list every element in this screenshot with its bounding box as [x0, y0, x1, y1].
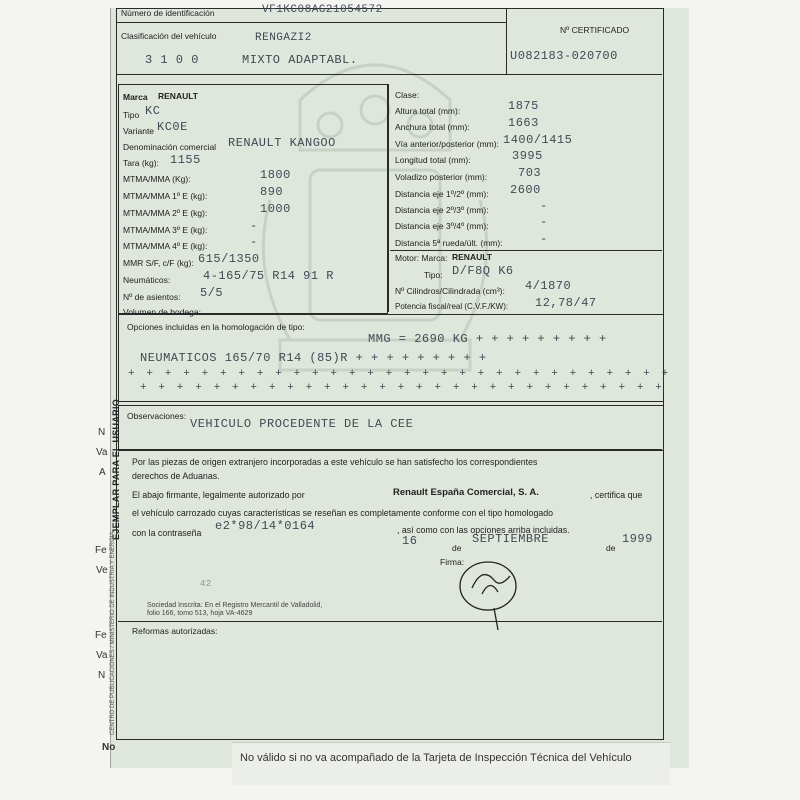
field-value: 3995 — [512, 149, 543, 163]
field-label: Marca — [123, 92, 148, 102]
field-value: 703 — [518, 166, 542, 180]
field-value: 4/1870 — [525, 279, 572, 293]
field-label: Nº de asientos: — [123, 292, 181, 302]
numero-identificacion-label: Número de identificación — [121, 8, 215, 18]
field-label: Distancia eje 3º/4º (mm): — [395, 221, 489, 231]
company-name: Renault España Comercial, S. A. — [393, 487, 539, 498]
field-value: 1400/1415 — [503, 133, 573, 147]
ejemplar-usuario-vertical: EJEMPLAR PARA EL USUARIO — [111, 398, 121, 540]
left-edge-char: Fe — [95, 545, 107, 556]
numero-identificacion-value: VF1KC08AG21054572 — [262, 4, 383, 16]
field-value: 1800 — [260, 168, 291, 182]
left-edge-char: Fe — [95, 630, 107, 641]
field-label: Volumen de bodega: — [123, 307, 201, 317]
field-label: MTMA/MMA 4º E (kg): — [123, 241, 208, 251]
field-label: Tara (kg): — [123, 158, 159, 168]
date-de: de — [452, 543, 462, 553]
left-edge-char: No — [102, 742, 116, 753]
field-value: 890 — [260, 185, 284, 199]
left-edge-char: Ve — [96, 565, 108, 576]
field-label: Motor: Marca: — [395, 253, 448, 263]
date-day: 16 — [402, 534, 418, 548]
date-de: de — [606, 543, 616, 553]
cert-text: , certifica que — [590, 490, 643, 500]
centro-publicaciones-vertical: CENTRO DE PUBLICACIONES / MINISTERIO DE INDUSTRIA Y ENERGIA — [110, 531, 116, 735]
contrasena-value: e2*98/14*0164 — [215, 519, 316, 533]
left-edge-char: A — [99, 467, 106, 478]
firma-label: Firma: — [440, 557, 465, 567]
opciones-line: + + + + + + + + + + + + + + + + + + + + + + + + + + + + + — [140, 382, 665, 394]
field-label: Longitud total (mm): — [395, 155, 471, 165]
field-label: Tipo: — [424, 270, 443, 280]
field-value: 1875 — [508, 99, 539, 113]
opciones-line: MMG = 2690 KG + + + + + + + + + — [368, 332, 607, 346]
field-label: MTMA/MMA 3º E (kg): — [123, 225, 208, 235]
certificado-value: U082183-020700 — [510, 49, 618, 63]
field-label: MTMA/MMA 1º E (kg): — [123, 191, 208, 201]
field-value: KC — [145, 104, 161, 118]
field-value: KC0E — [157, 120, 188, 134]
field-value: 615/1350 — [198, 252, 260, 266]
field-value: RENAULT — [158, 91, 198, 101]
clasificacion-code: 3 1 0 0 — [145, 53, 199, 67]
date-year: 1999 — [622, 532, 653, 546]
field-value: 1663 — [508, 116, 539, 130]
field-label: Clase: — [395, 90, 420, 100]
observaciones-label: Observaciones: — [127, 411, 187, 421]
field-value: D/F8Q K6 — [452, 264, 514, 278]
cert-text: derechos de Aduanas. — [132, 471, 220, 481]
observaciones-value: VEHICULO PROCEDENTE DE LA CEE — [190, 417, 414, 431]
field-label: Distancia eje 1º/2º (mm): — [395, 189, 489, 199]
field-label: MMR S/F, c/F (kg): — [123, 258, 194, 268]
field-value: 2600 — [510, 183, 541, 197]
registro-text: Sociedad Inscrita: En el Registro Mercantil de Valladolid, folio 166, tomo 513, hoja VA-4629 — [147, 602, 323, 617]
field-value: - — [540, 232, 548, 246]
field-value: - — [250, 219, 258, 233]
field-value: - — [540, 199, 548, 213]
certificado-label: Nº CERTIFICADO — [560, 25, 630, 35]
cert-text: , así como con las opciones arriba incluidas. — [397, 525, 570, 535]
field-label: Vía anterior/posterior (mm): — [395, 139, 499, 149]
field-label: MTMA/MMA 2º E (kg): — [123, 208, 208, 218]
cert-text: El abajo firmante, legalmente autorizado por — [132, 490, 305, 500]
left-edge-char: N — [98, 670, 106, 681]
footer-note: No válido si no va acompañado de la Tarjeta de Inspección Técnica del Vehículo — [240, 752, 632, 764]
field-label: Nº Cilindros/Cilindrada (cm³): — [395, 286, 505, 296]
cert-text: Por las piezas de origen extranjero incorporadas a este vehículo se han satisfecho los correspondientes — [132, 457, 538, 467]
field-label: MTMA/MMA (Kg): — [123, 174, 191, 184]
reformas-label: Reformas autorizadas: — [132, 626, 218, 636]
field-value: RENAULT KANGOO — [228, 136, 336, 150]
left-edge-char: Va — [96, 650, 108, 661]
clasificacion-label: Clasificación del vehículo — [121, 31, 217, 41]
cert-text: con la contraseña — [132, 528, 202, 538]
stamp-number: 42 — [200, 579, 212, 589]
field-label: Potencia fiscal/real (C.V.F./KW): — [395, 302, 509, 311]
clasificacion-text: MIXTO ADAPTABL. — [242, 53, 358, 67]
field-label: Tipo — [123, 110, 140, 120]
field-value: 4-165/75 R14 91 R — [203, 269, 334, 283]
field-label: Distancia eje 2º/3º (mm): — [395, 205, 489, 215]
field-label: Distancia 5ª rueda/últ. (mm): — [395, 238, 503, 248]
field-value: - — [540, 215, 548, 229]
opciones-line: + + + + + + + + + + + + + + + + + + + + + + + + + + + + + + — [128, 368, 671, 380]
field-label: Voladizo posterior (mm): — [395, 172, 488, 182]
left-edge-char: N — [98, 427, 106, 438]
field-label: Neumáticos: — [123, 275, 171, 285]
field-value: 12,78/47 — [535, 296, 597, 310]
handwritten-name: RENGAZI2 — [255, 32, 312, 44]
field-value: 1000 — [260, 202, 291, 216]
field-label: Variante — [123, 126, 155, 136]
field-value: 1155 — [170, 153, 201, 167]
opciones-line: NEUMATICOS 165/70 R14 (85)R + + + + + + + + + — [140, 351, 487, 365]
opciones-label: Opciones incluidas en la homologación de tipo: — [127, 322, 305, 332]
field-value: - — [250, 235, 258, 249]
date-month: SEPTIEMBRE — [472, 532, 550, 546]
field-value: 5/5 — [200, 286, 224, 300]
field-value: RENAULT — [452, 252, 492, 262]
field-label: Anchura total (mm): — [395, 122, 470, 132]
field-label: Altura total (mm): — [395, 106, 461, 116]
left-edge-char: Va — [96, 447, 108, 458]
field-label: Denominación comercial — [123, 142, 217, 152]
cert-text: el vehículo carrozado cuyas características se reseñan es completamente conforme con el tipo homologado — [132, 508, 554, 518]
